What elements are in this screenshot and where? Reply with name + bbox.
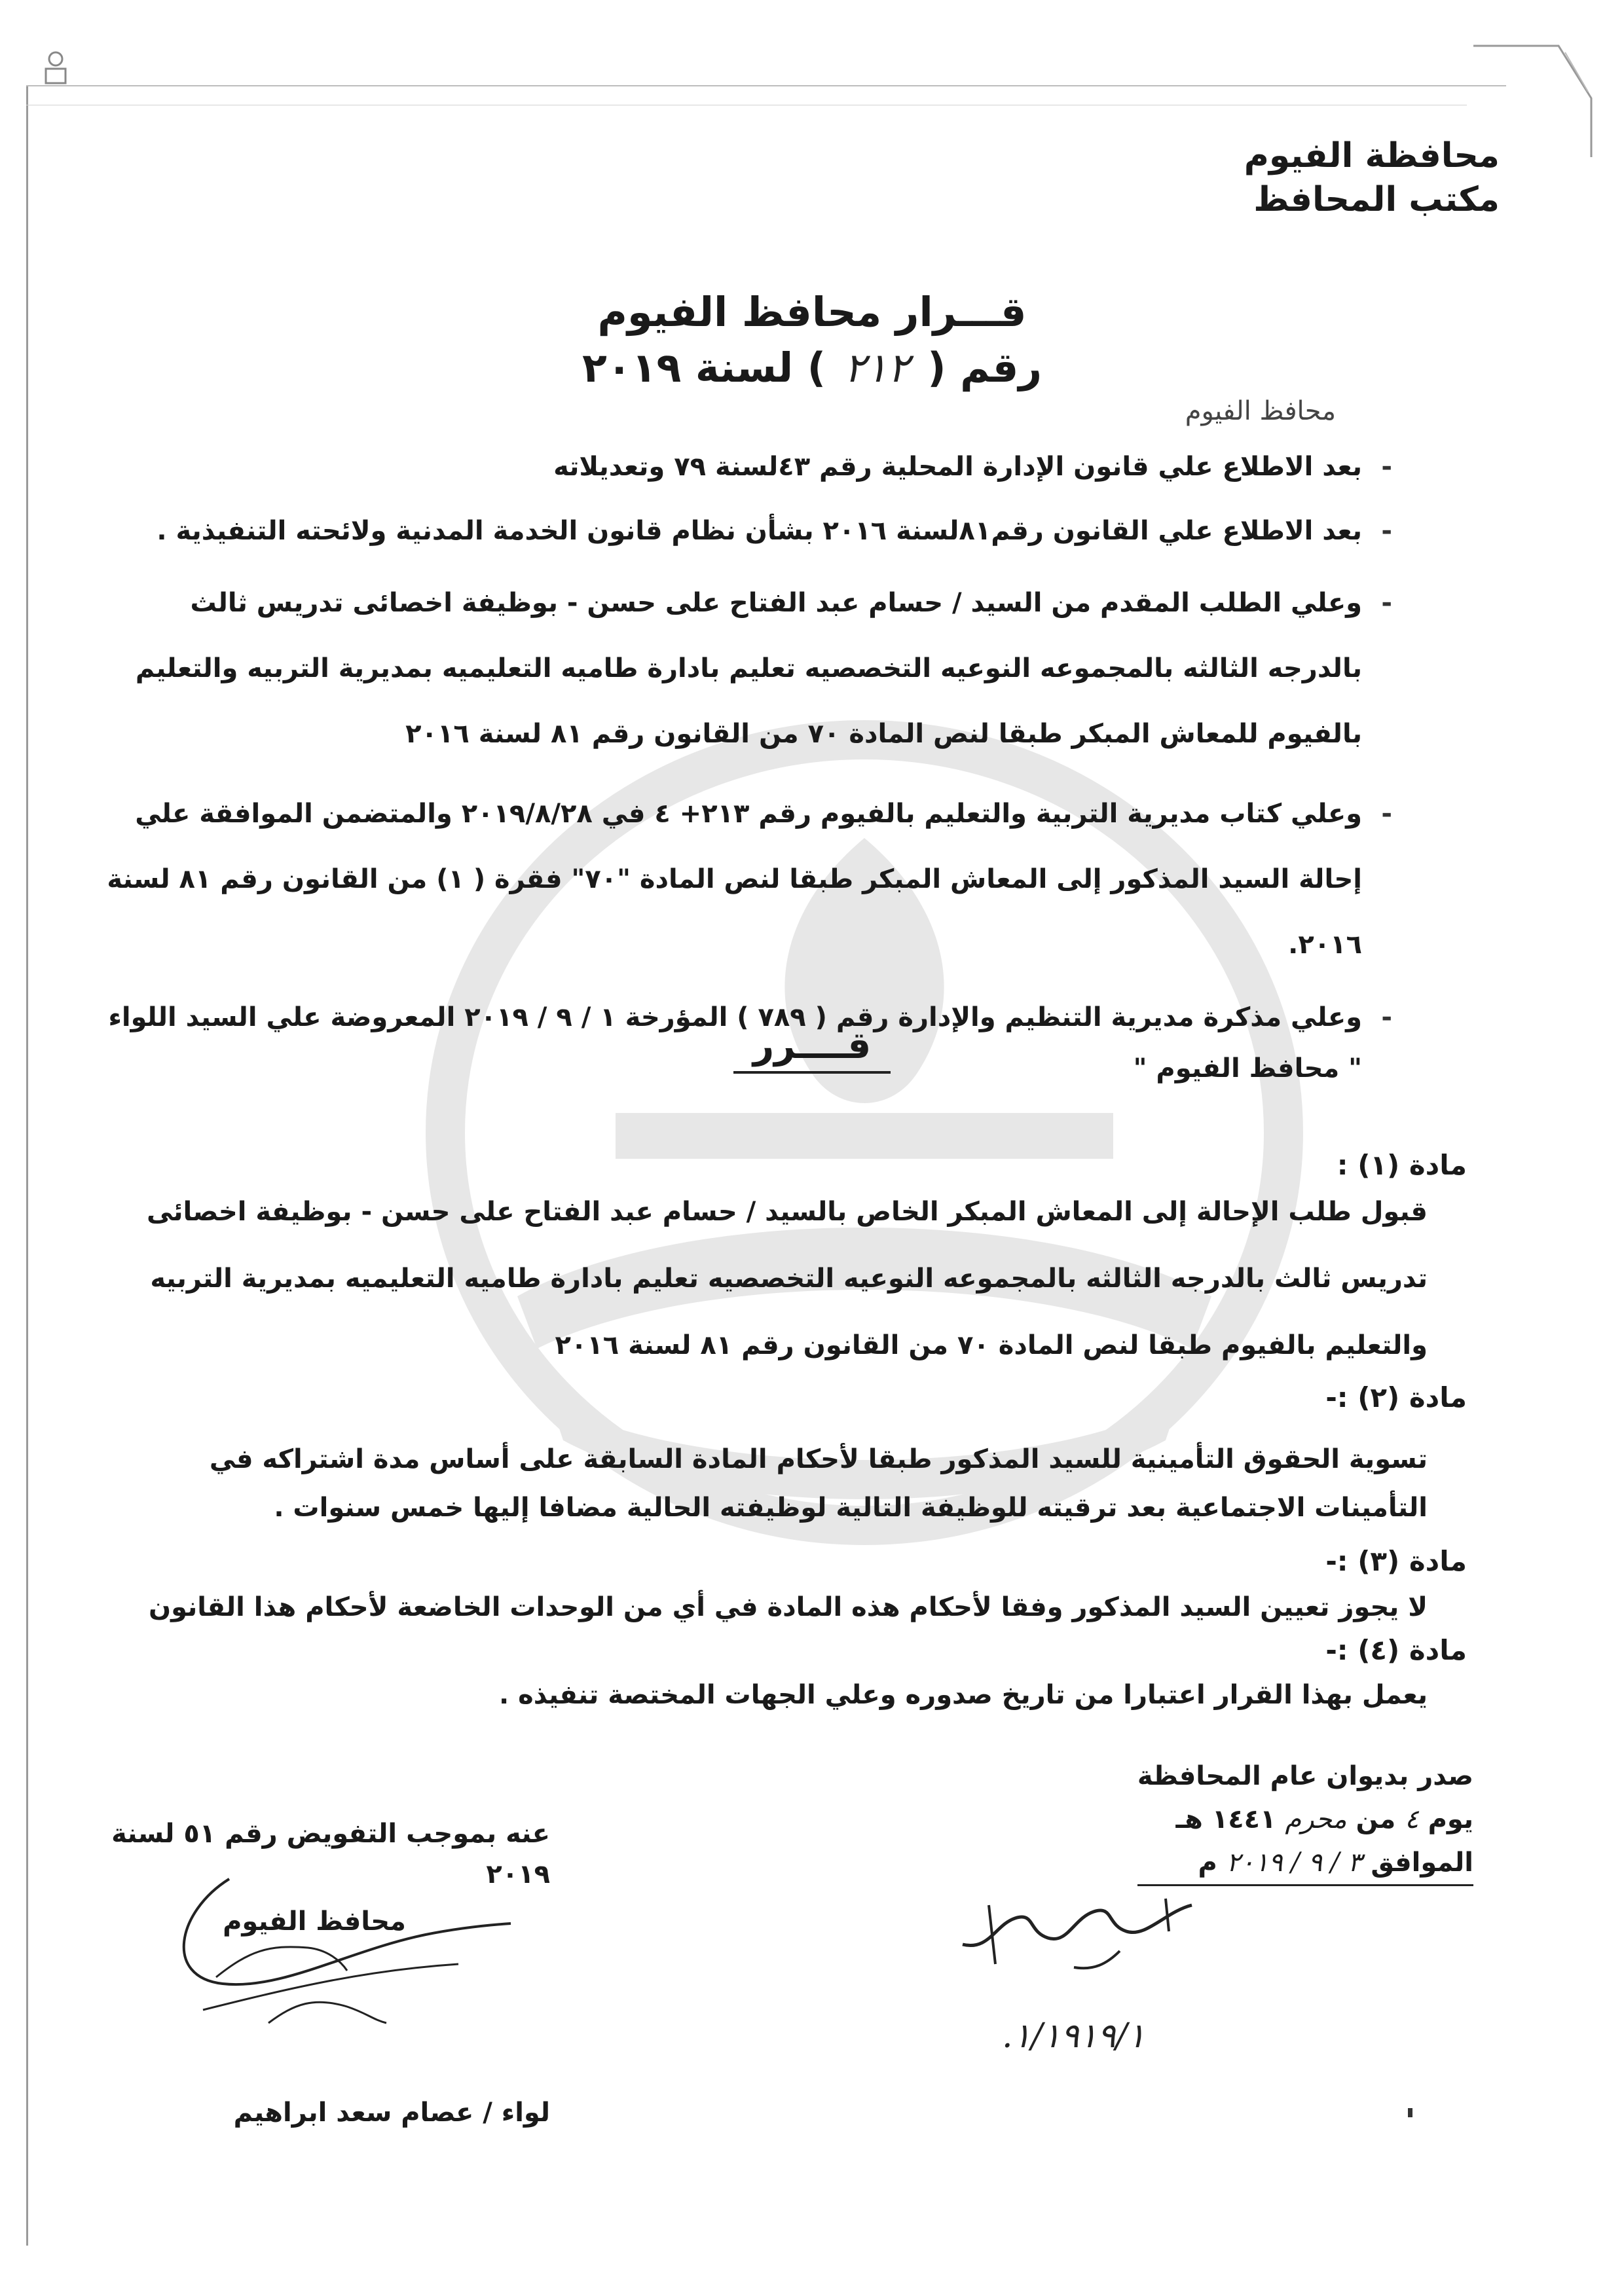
issued-month-handwritten: محرم bbox=[1285, 1804, 1347, 1834]
article-4-body: يعمل بهذا القرار اعتبارا من تاريخ صدوره وعلي الجهات المختصة تنفيذه . bbox=[499, 1680, 1428, 1710]
article-4-heading: مادة (٤) :- bbox=[1325, 1634, 1467, 1666]
issued-day-handwritten: ٤ bbox=[1405, 1804, 1419, 1834]
handwritten-date: ١/١٩١٩/١. bbox=[1002, 2016, 1146, 2056]
decision-heading: قــــرر bbox=[0, 1025, 1624, 1067]
preamble-list bbox=[105, 442, 1388, 1108]
issued-gregorian-handwritten: ٣ / ٩ / ٢٠١٩ bbox=[1226, 1848, 1362, 1878]
decree-number-prefix: رقم ( bbox=[927, 344, 1043, 392]
article-3-heading: مادة (٣) :- bbox=[1325, 1545, 1467, 1577]
article-3-body: لا يجوز تعيين السيد المذكور وفقا لأحكام هذه المادة في أي من الوحدات الخاضعة لأحكام هذا القانون bbox=[149, 1592, 1428, 1622]
article-2-body: تسوية الحقوق التأمينية للسيد المذكور طبقا لأحكام المادة السابقة على أساس مدة اشتراكه في التأمينات الاجتماعية بعد ترقيته للوظيفة التالية لوظيفته الحالية مضافا إليها خمس سنوات . bbox=[209, 1444, 1428, 1523]
page-border-left bbox=[26, 85, 28, 2246]
issued-gregorian-line: الموافق ٣ / ٩ / ٢٠١٩ م bbox=[1137, 1841, 1473, 1886]
delegation-line: عنه بموجب التفويض رقم ٥١ لسنة ٢٠١٩ bbox=[111, 1819, 550, 1889]
article-2-heading: مادة (٢) :- bbox=[1325, 1381, 1467, 1413]
decree-title: قـــرار محافظ الفيوم bbox=[597, 288, 1027, 336]
scan-mark bbox=[1408, 2108, 1412, 2117]
issued-line: صدر بديوان عام المحافظة bbox=[1137, 1761, 1473, 1791]
handwritten-annotation bbox=[950, 1892, 1198, 1984]
article-1-heading: مادة (١) : bbox=[1337, 1149, 1467, 1181]
delegation-title: محافظ الفيوم bbox=[223, 1906, 406, 1937]
preamble-item: - وعلي مذكرة مديرية التنظيم والإدارة رقم ( ٧٨٩ ) المؤرخة ١ / ٩ / ٢٠١٩ المعروضة علي السيد اللواء " محافظ الفيوم " bbox=[105, 992, 1388, 1094]
decree-number-line bbox=[0, 344, 1624, 392]
issued-day-line: يوم ٤ من محرم ١٤٤١ هـ bbox=[1175, 1804, 1473, 1834]
governor-label: محافظ الفيوم bbox=[1185, 396, 1336, 426]
governor-signature bbox=[151, 1872, 517, 2043]
issued-block bbox=[1137, 1755, 1473, 1886]
preamble-item: - وعلي كتاب مديرية التربية والتعليم بالفيوم رقم ٢١٣+ ٤ في ٢٠١٩/٨/٢٨ والمتضمن الموافقة علي إحالة السيد المذكور إلى المعاش المبكر طبقا لنص المادة "٧٠" فقرة ( ١) من القانون رقم ٨١ لسنة ٢٠١٦. bbox=[105, 781, 1388, 977]
decree-number-suffix: ) لسنة ٢٠١٩ bbox=[581, 344, 826, 392]
office-name: مكتب المحافظ bbox=[1253, 180, 1500, 219]
article-1-body: قبول طلب الإحالة إلى المعاش المبكر الخاص بالسيد / حسام عبد الفتاح على حسن - بوظيفة اخصائى تدريس ثالث بالدرجه الثالثه بالمجموعه النوعيه التخصصيه تعليم بادارة طاميه التعليميه بمديرية التربيه والتعليم بالفيوم طبقا لنص المادة ٧٠ من القانون رقم ٨١ لسنة ٢٠١٦ bbox=[146, 1197, 1428, 1360]
decree-number-handwritten: ٢١٢ bbox=[843, 344, 910, 392]
preamble-item: - وعلي الطلب المقدم من السيد / حسام عبد الفتاح على حسن - بوظيفة اخصائى تدريس ثالث بالدرجه الثالثه بالمجموعه النوعيه التخصصيه تعليم بادارة طاميه التعليميه بمديرية التربيه والتعليم بالفيوم للمعاش المبكر طبقا لنص المادة ٧٠ من القانون رقم ٨١ لسنة ٢٠١٦ bbox=[105, 570, 1388, 767]
org-name: محافظة الفيوم bbox=[1244, 136, 1500, 175]
signatory-name: لواء / عصام سعد ابراهيم bbox=[233, 2098, 550, 2128]
binder-ring-icon bbox=[26, 46, 85, 92]
page-border-top bbox=[26, 85, 1506, 86]
preamble-item: - بعد الاطلاع علي القانون رقم٨١لسنة ٢٠١٦ بشأن نظام قانون الخدمة المدنية ولائحته التنفيذية . bbox=[105, 506, 1388, 556]
preamble-item: - بعد الاطلاع علي قانون الإدارة المحلية رقم ٤٣لسنة ٧٩ وتعديلاته bbox=[105, 442, 1388, 492]
